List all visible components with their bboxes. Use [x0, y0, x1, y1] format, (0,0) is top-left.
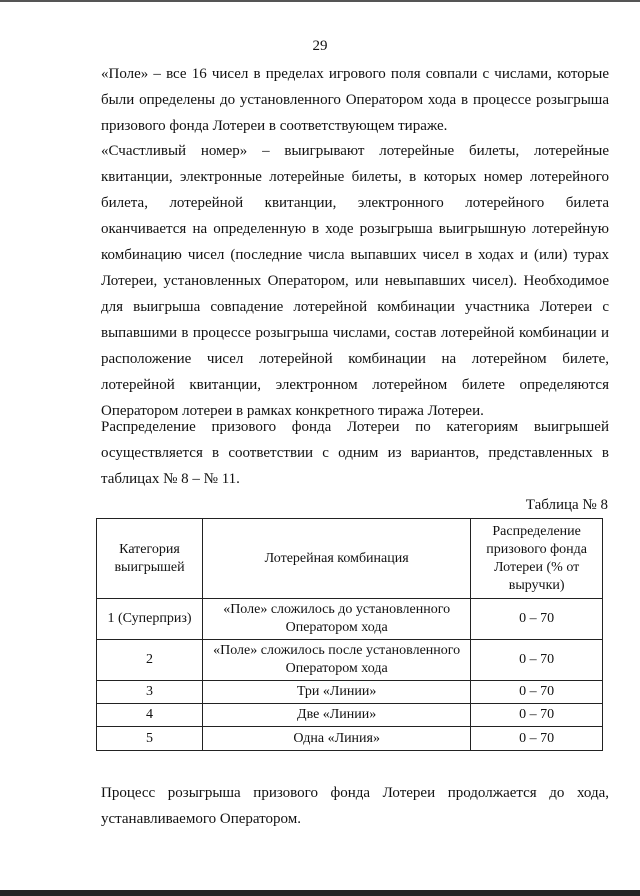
paragraph-distribution: Распределение призового фонда Лотереи по категориям выигрышей осуществляется в соответствии с одним из вариантов, представленных в таблицах № 8 – № 11.: [101, 419, 609, 487]
cell-distribution: 0 – 70: [471, 681, 603, 704]
table-row: [97, 727, 603, 751]
cell-distribution: 0 – 70: [471, 599, 603, 640]
table-row: [97, 704, 603, 727]
prize-distribution-table: [96, 518, 603, 751]
header-combination: Лотерейная комбинация: [203, 519, 471, 599]
table-row: [97, 681, 603, 704]
cell-distribution: 0 – 70: [471, 704, 603, 727]
cell-distribution: 0 – 70: [471, 640, 603, 681]
paragraph-process: Процесс розыгрыша призового фонда Лотереи продолжается до хода, устанавливаемого Оператором.: [101, 785, 609, 827]
cell-combination: Две «Линии»: [203, 704, 471, 727]
cell-category: 3: [97, 681, 203, 704]
cell-category: 2: [97, 640, 203, 681]
scan-edge-bottom: [0, 890, 640, 896]
cell-category: 5: [97, 727, 203, 751]
cell-distribution: 0 – 70: [471, 727, 603, 751]
cell-category: 4: [97, 704, 203, 727]
scan-edge-top: [0, 0, 640, 2]
table-caption: Таблица № 8: [525, 497, 608, 513]
table-row: [97, 599, 603, 640]
table-row: [97, 640, 603, 681]
page-number: 29: [312, 38, 328, 54]
paragraph-lucky-number: «Счастливый номер» – выигрывают лотерейные билеты, лотерейные квитанции, электронные лотерейные билеты, в которых номер лотерейного билета, лотерейной квитанции, электронного лотерейного билета оканчивается на определенную в ходе розыгрыша выигрышную лотерейную комбинацию чисел (последние числа выпавших чисел в ходах и (или) турах Лотереи, установленных Оператором, или невыпавших чисел). Необходимое для выигрыша совпадение лотерейной комбинации участника Лотереи с выпавшими в процессе розыгрыша числами, состав лотерейной комбинации и расположение чисел лотерейной комбинации на лотерейном билете, лотерейной квитанции, электронном лотерейном билете определяются Оператором лотереи в рамках конкретного тиража Лотереи.: [101, 143, 609, 419]
header-category: Категория выигрышей: [97, 519, 203, 599]
cell-combination: «Поле» сложилось после установленного Оператором хода: [203, 640, 471, 681]
cell-combination: «Поле» сложилось до установленного Оператором хода: [203, 599, 471, 640]
cell-combination: Три «Линии»: [203, 681, 471, 704]
paragraph-pole: «Поле» – все 16 чисел в пределах игрового поля совпали с числами, которые были определены до установленного Оператором хода в процессе розыгрыша призового фонда Лотереи в соответствующем тираже.: [101, 66, 609, 134]
header-distribution: Распределение призового фонда Лотереи (% от выручки): [471, 519, 603, 599]
table-header-row: [97, 519, 603, 599]
cell-combination: Одна «Линия»: [203, 727, 471, 751]
cell-category: 1 (Суперприз): [97, 599, 203, 640]
